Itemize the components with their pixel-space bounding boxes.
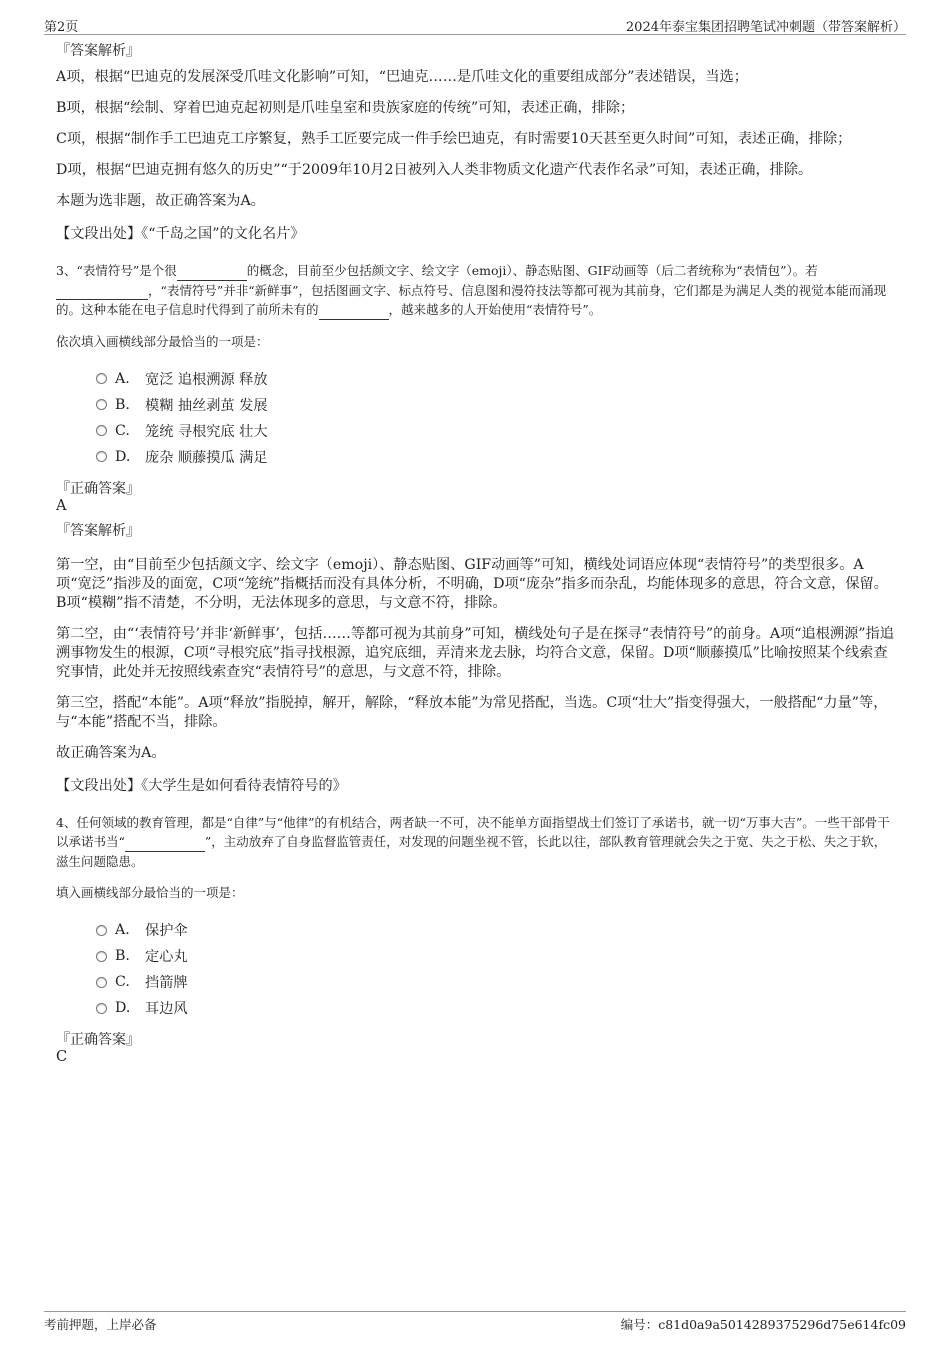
option-c[interactable]: C. 笼统 寻根究底 壮大 [96, 418, 896, 444]
option-a[interactable]: A. 保护伞 [96, 917, 896, 943]
question-4-stem: 4、任何领域的教育管理，都是“自律”与“他律”的有机结合，两者缺一不可，决不能单方面指望战士们签订了承诺书，就一切“万事大吉”。一些干部骨干以承诺书当“ ”，主动放弃了自身监督监管责任，对发现的问题坐视不管，长此以往，部队教育管理就会失之于宽、失之于松、失之于软，滋生问题隐患。 [56, 814, 890, 869]
analysis-para: B项，根据“绘制、穿着巴迪克起初则是爪哇皇室和贵族家庭的传统”可知，表述正确，排除； [56, 100, 635, 116]
footer-slogan: 考前押题，上岸必备 [44, 1317, 157, 1332]
analysis-label: 『答案解析』 [56, 522, 140, 539]
blank [319, 305, 389, 320]
correct-answer-label: 『正确答案』 [56, 1032, 140, 1048]
question-prompt: 填入画横线部分最恰当的一项是： [56, 885, 244, 900]
option-d[interactable]: D. 耳边风 [96, 995, 896, 1021]
option-d[interactable]: D. 庞杂 顺藤摸瓜 满足 [96, 444, 896, 470]
correct-answer: A [56, 497, 67, 514]
document-title: 2024年泰宝集团招聘笔试冲刺题（带答案解析） [625, 20, 906, 35]
option-c[interactable]: C. 挡箭牌 [96, 969, 896, 995]
page-footer [44, 1311, 906, 1336]
radio-button[interactable] [96, 977, 107, 988]
radio-button[interactable] [96, 451, 107, 462]
radio-button[interactable] [96, 951, 107, 962]
page-number: 第2页 [44, 20, 79, 35]
source-citation: 【文段出处】《“千岛之国”的文化名片》 [56, 226, 305, 242]
blank [125, 837, 205, 852]
analysis-para: A项，根据“巴迪克的发展深受爪哇文化影响”可知，“巴迪克……是爪哇文化的重要组成部分”表述错误，当选； [56, 69, 748, 85]
analysis-conclusion: 本题为选非题，故正确答案为A。 [56, 193, 265, 209]
analysis-para: 第一空，由“目前至少包括颜文字、绘文字（emoji）、静态贴图、GIF动画等”可知，横线处词语应体现“表情符号”的类型很多。A项“宽泛”指涉及的面宽，C项“笼统”指概括而没有具体分析，不明确，D项“庞杂”指多而杂乱，均能体现多的意思，符合文意，保留。B项“模糊”指不清楚，不分明，无法体现多的意思，与文意不符，排除。 [56, 556, 888, 611]
blank [177, 266, 247, 281]
option-b[interactable]: B. 模糊 抽丝剥茧 发展 [96, 392, 896, 418]
question-3-options [96, 366, 896, 470]
radio-button[interactable] [96, 425, 107, 436]
analysis-para: C项，根据“制作手工巴迪克工序繁复，熟手工匠要完成一件手绘巴迪克，有时需要10天甚至更久时间”可知，表述正确，排除； [56, 131, 852, 147]
radio-button[interactable] [96, 399, 107, 410]
question-4-options [96, 917, 896, 1021]
analysis-para: 第二空，由“‘表情符号’并非‘新鲜事’，包括……等都可视为其前身”可知，横线处句子是在探寻“表情符号”的前身。A项“追根溯源”指追溯事物发生的根源，C项“寻根究底”指寻找根源，追究底细，弄清来龙去脉，均符合文意，保留。D项“顺藤摸瓜”比喻按照某个线索查究事情，此处并无按照线索查究“表情符号”的意思，与文意不符，排除。 [56, 625, 894, 680]
question-prompt: 依次填入画横线部分最恰当的一项是： [56, 333, 269, 349]
option-a[interactable]: A. 宽泛 追根溯源 释放 [96, 366, 896, 392]
correct-answer: C [56, 1049, 68, 1065]
analysis-para: 第三空，搭配“本能”。A项“释放”指脱掉，解开，解除，“释放本能”为常见搭配，当选。C项“壮大”指变得强大，一般搭配“力量”等，与“本能”搭配不当，排除。 [56, 694, 888, 730]
blank [56, 285, 148, 300]
radio-button[interactable] [96, 925, 107, 936]
correct-answer-label: 『正确答案』 [56, 480, 140, 497]
page-header [44, 14, 906, 35]
radio-button[interactable] [96, 373, 107, 384]
analysis-label: 『答案解析』 [56, 43, 140, 59]
analysis-para: D项，根据“巴迪克拥有悠久的历史”“于2009年10月2日被列入人类非物质文化遗产代表作名录”可知，表述正确，排除。 [56, 162, 813, 178]
document-code: 编号：c81d0a9a5014289375296d75e614fc09 [620, 1317, 906, 1332]
analysis-conclusion: 故正确答案为A。 [56, 744, 166, 761]
option-b[interactable]: B. 定心丸 [96, 943, 896, 969]
page-content [56, 40, 896, 1071]
source-citation: 【文段出处】《大学生是如何看待表情符号的》 [56, 777, 347, 794]
question-3-stem: 3、“表情符号”是个很 的概念，目前至少包括颜文字、绘文字（emoji）、静态贴图、GIF动画等（后二者统称为“表情包”）。若，“表情符号”并非“新鲜事”，包括图画文字、标点符号、信息图和漫符技法等都可视为其前身，它们都是为满足人类的视觉本能而涌现的。这种本能在电子信息时代得到了前所未有的 ，越来越多的人开始使用“表情符号”。 [56, 261, 896, 320]
radio-button[interactable] [96, 1003, 107, 1014]
